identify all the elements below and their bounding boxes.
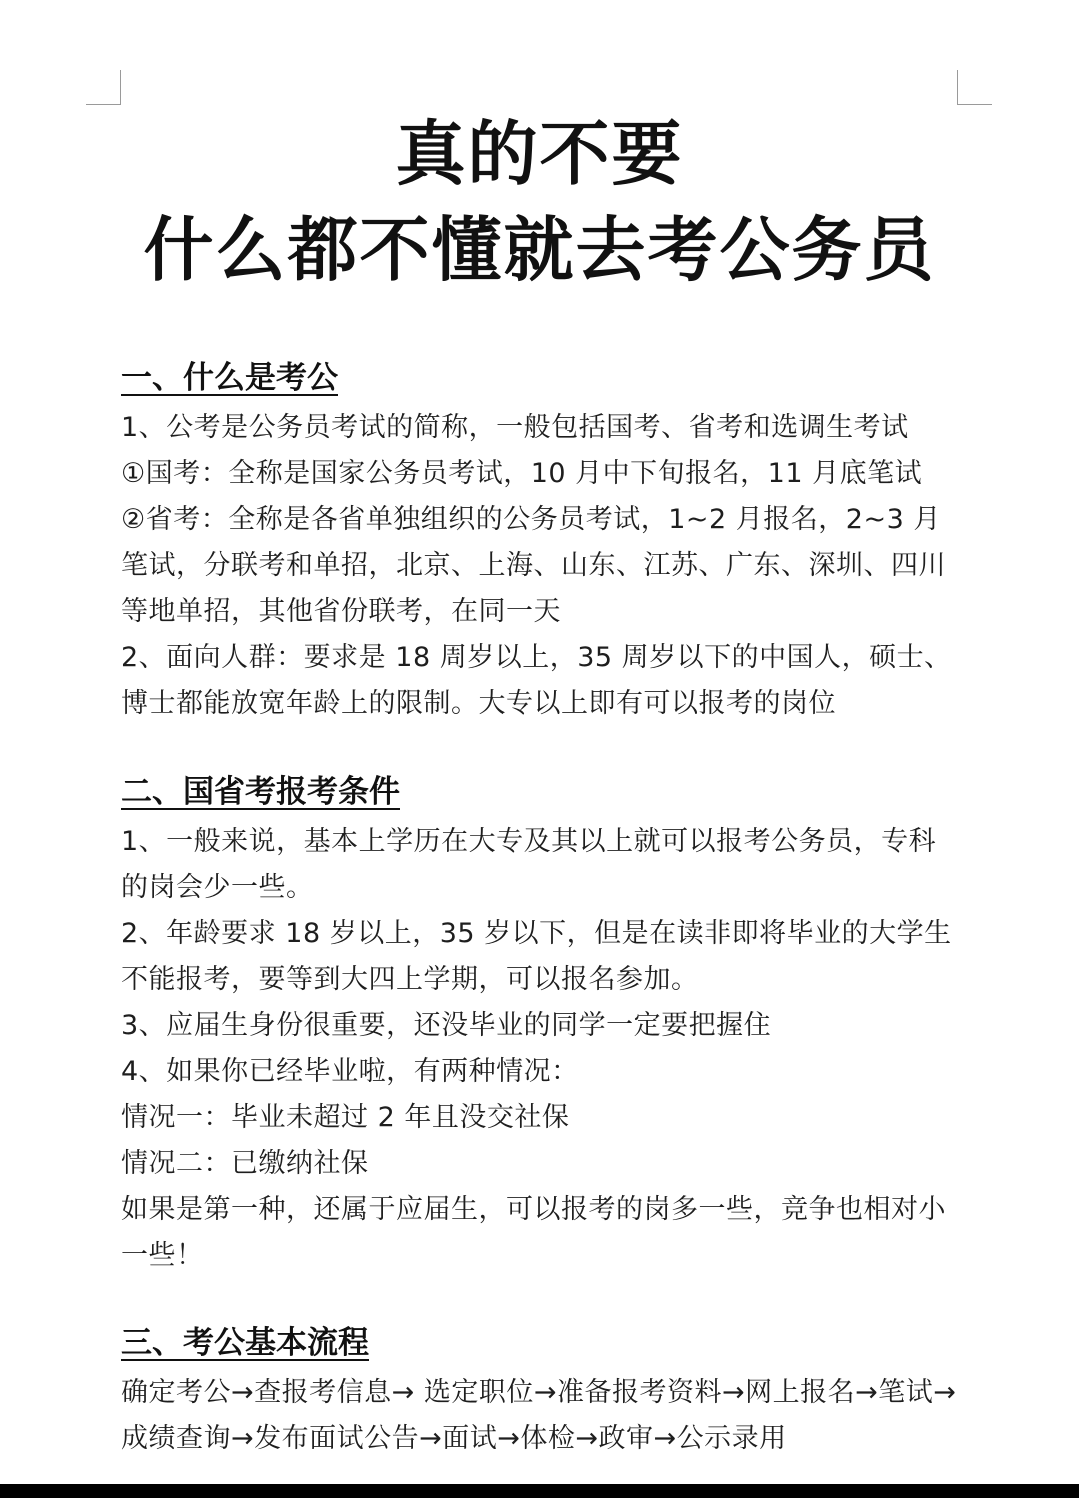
paragraph: ②省考：全称是各省单独组织的公务员考试，1~2 月报名，2~3 月笔试，分联考和单招，北京、上海、山东、江苏、广东、深圳、四川等地单招，其他省份联考，在同一天 (121, 504, 946, 627)
paragraph: 4、如果你已经毕业啦，有两种情况： (121, 1056, 579, 1087)
document-title-line-2: 什么都不懂就去考公务员 (143, 209, 936, 291)
page-corner-mark-top-left (86, 70, 121, 105)
paragraph: 1、一般来说，基本上学历在大专及其以上就可以报考公务员，专科的岗会少一些。 (121, 826, 937, 903)
paragraph: 确定考公→查报考信息→ 选定职位→准备报考资料→网上报名→笔试→成绩查询→发布面试公告→面试→体检→政审→公示录用 (121, 1377, 957, 1454)
paragraph: 2、面向人群：要求是 18 周岁以上，35 周岁以下的中国人，硕士、博士都能放宽年龄上的限制。大专以上即有可以报考的岗位 (121, 642, 952, 719)
paragraph: ①国考：全称是国家公务员考试，10 月中下旬报名，11 月底笔试 (121, 458, 923, 489)
page-corner-mark-top-right (957, 70, 992, 105)
section-heading-3: 三、考公基本流程 (121, 1325, 369, 1361)
section-body-3 (121, 1370, 961, 1462)
document-title-line-1: 真的不要 (395, 113, 684, 195)
section-body-1 (121, 405, 961, 727)
paragraph: 如果是第一种，还属于应届生，可以报考的岗多一些，竞争也相对小一些！ (121, 1194, 946, 1271)
paragraph: 情况一：毕业未超过 2 年且没交社保 (121, 1102, 570, 1133)
bottom-edge-bar (0, 1484, 1079, 1498)
section-heading-2: 二、国省考报考条件 (121, 774, 400, 810)
paragraph: 2、年龄要求 18 岁以上，35 岁以下，但是在读非即将毕业的大学生不能报考，要等到大四上学期，可以报名参加。 (121, 918, 952, 995)
paragraph: 3、应届生身份很重要，还没毕业的同学一定要把握住 (121, 1010, 772, 1041)
section-heading-1: 一、什么是考公 (121, 360, 338, 396)
paragraph: 1、公考是公务员考试的简称，一般包括国考、省考和选调生考试 (121, 412, 909, 443)
section-body-2 (121, 819, 961, 1279)
paragraph: 情况二：已缴纳社保 (121, 1148, 369, 1179)
